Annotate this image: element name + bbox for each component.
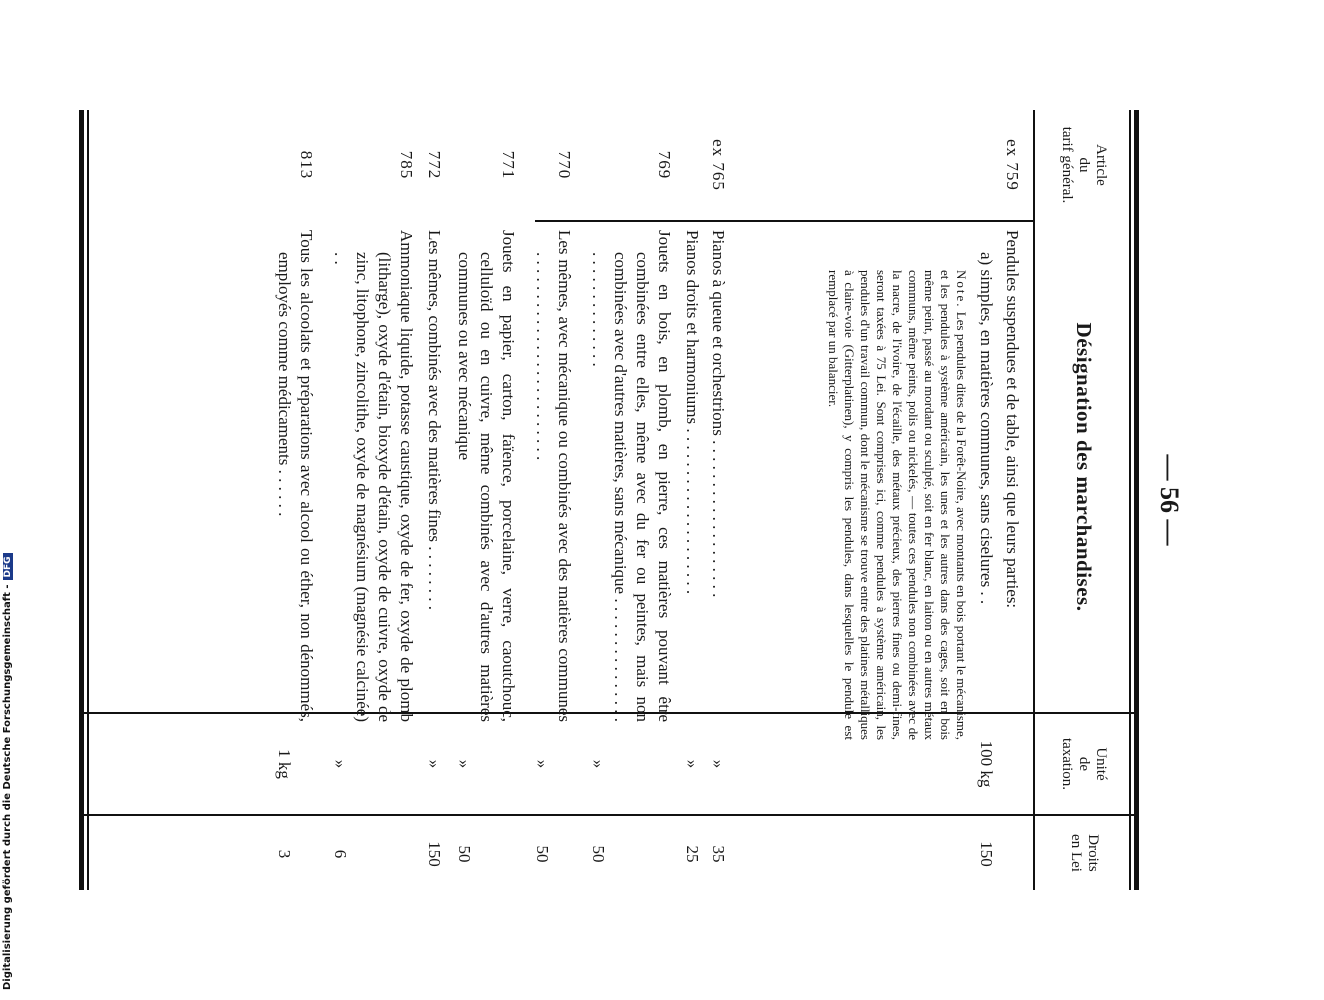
header-unit (1039, 714, 1129, 814)
row-article: 785 (397, 150, 416, 180)
row-designation: Pianos droits et harmoniums . . . . . . . . . . . . . . . . . . . . (683, 230, 702, 595)
header-article (1039, 110, 1129, 220)
row-unit: » (709, 759, 728, 769)
row-duty: 3 (275, 849, 294, 859)
note-lead: Note. (954, 270, 969, 309)
row-article: ex 759 (1003, 139, 1022, 191)
row-unit: » (331, 759, 350, 769)
table-bottom-rule (87, 110, 89, 890)
column-rule-article (535, 220, 1035, 222)
header-article-line: Article (1093, 144, 1110, 186)
row-duty: 150 (425, 841, 444, 867)
row-designation: Jouets en papier, carton, faïence, porcelaine, verre, caoutchouc, celluloïd ou en cuivre, même combinés avec d'autres matières communes ou avec mécanique (455, 230, 518, 722)
row-duty: 35 (709, 845, 728, 863)
row-designation: Les mêmes, combinés avec des matières fines . . . . . . . . (425, 230, 444, 611)
tariff-table (79, 110, 1139, 890)
dfg-logo: DFG (3, 553, 13, 580)
column-rule-unit (84, 814, 1139, 816)
row-designation: Ammoniaque liquide, potasse caustique, oxyde de fer, oxyde de plomb (litharge), oxyde d'étain, bioxyde d'étain, oxyde de cuivre, oxyde de zinc, litophone, zincolithe, oxyde de magnésium (magnésie calcinée) . . (331, 230, 416, 722)
row-unit: » (455, 759, 474, 769)
row-unit: » (589, 759, 608, 769)
credit-text: Digitalisierung gefördert durch die Deutsche Forschungsgemeinschaft - (2, 584, 13, 990)
row-duty: 50 (533, 845, 552, 863)
digitization-credit-text (2, 553, 13, 990)
header-duty-line: en Lei (1068, 834, 1084, 872)
header-article-line: du (1076, 157, 1093, 173)
row-duty: 6 (331, 849, 350, 859)
row-designation: Jouets en bois, en plomb, en pierre, ces matières pouvant être combinées entre elles, même avec du fer ou peintes, mais non combinées avec d'autres matières, sans mécanique . . . . . . . . . . . . . . . . . . . . . . . . . . . . . (589, 230, 674, 722)
table-top-rule (1134, 110, 1139, 890)
header-unit-line: de (1076, 756, 1093, 772)
header-bottom-rule (1033, 110, 1035, 890)
row-unit: 1 kg (275, 749, 294, 779)
row-duty: 25 (683, 845, 702, 863)
row-unit: 100 kg (977, 740, 996, 788)
row-duty: 50 (455, 845, 474, 863)
row-article: 813 (297, 150, 316, 180)
row-article: ex 765 (709, 139, 728, 191)
header-unit-line: taxation. (1059, 737, 1076, 791)
row-unit: » (425, 759, 444, 769)
row-designation: a) simples, en matières communes, sans ciselures . . (977, 252, 996, 605)
header-designation: Désignation des marchandises. (1072, 322, 1097, 612)
row-designation: Tous les alcoolats et préparations avec alcool ou éther, non dénommés, employés comme médicaments . . . . . . (275, 230, 316, 722)
row-designation: Pianos à queue et orchestrions . . . . . . . . . . . . . . . . . . . (709, 230, 728, 598)
row-article: 771 (499, 150, 518, 180)
row-designation: Pendules suspendues et de table, ainsi que leurs parties: (1003, 230, 1022, 609)
row-designation: Les mêmes, avec mécanique ou combinés avec des matières communes . . . . . . . . . . . . . . . . . . . . . . . . . (533, 230, 574, 722)
row-duty: 50 (589, 845, 608, 863)
row-unit: » (683, 759, 702, 769)
table-top-rule-inner (1129, 110, 1131, 890)
row-note (825, 230, 969, 740)
header-duty (1039, 816, 1129, 890)
table-bottom-rule-heavy (79, 110, 84, 890)
row-duty: 150 (977, 841, 996, 867)
row-article: 772 (425, 150, 444, 180)
note-text: Les pendules dites de la Forêt-Noire, avec montants en bois portant le mécanisme, et les pendules à système américain, les unes et les autres dans des cages, soit en bois même peint, passé au mordant ou sculpté, soit en fer blanc, en laiton ou en autres métaux communs, même peints, polis ou nickelés, — toutes ces pendules non combinées avec de la nacre, de l'ivoire, de l'écaille, des métaux précieux, des pierres fines ou demi-fines, seront taxées à 75 Lei. Sont comprises ici, comme pendules à système américain, les pendules d'un travail commun, dont le mécanisme se trouve entre des platines métalliques à claire-voie (Gitterplatinen), y compris les pendules, dans lesquelles le pendule est remplacé par un balancier. (826, 270, 969, 741)
digitization-credit (0, 0, 20, 1000)
header-article-line: tarif général. (1059, 126, 1076, 204)
row-unit: » (533, 759, 552, 769)
row-article: 769 (655, 150, 674, 180)
header-unit-line: Unité (1093, 747, 1110, 781)
row-article: 770 (555, 150, 574, 180)
page-number: — 56 — (1155, 454, 1184, 546)
header-duty-line: Droits (1085, 834, 1101, 872)
